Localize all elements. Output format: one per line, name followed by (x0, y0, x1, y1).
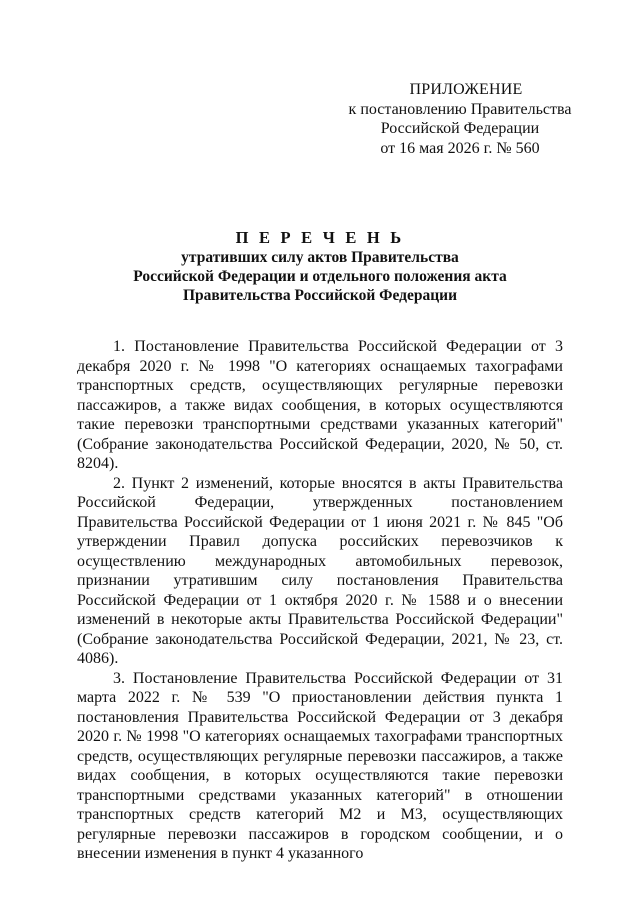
document-subtitle (60, 248, 580, 305)
appendix-line-1: к постановлению Правительства (348, 100, 572, 118)
list-item-3: 3. Постановление Правительства Российской Федерации от 31 марта 2022 г. № 539 "О приостановлении действия пункта 1 постановления Правительства Российской Федерации от 3 декабря 2020 г. № 1998 "О категориях оснащаемых тахографами транспортных средств, осуществляющих регулярные перевозки пассажиров, а также видах сообщения, в которых осуществляются такие перевозки транспортными средствами указанных категорий" в отношении транспортных средств категорий М2 и М3, осуществляющих регулярные перевозки пассажиров в городском сообщении, и о внесении изменения в пункт 4 указанного (77, 669, 563, 862)
subtitle-line-1: утративших силу актов Правительства (181, 249, 459, 266)
document-title: П Е Р Е Ч Е Н Ь (235, 228, 405, 247)
appendix-title: ПРИЛОЖЕНИЕ (409, 81, 523, 98)
subtitle-line-2: Российской Федерации и отдельного положения акта (133, 268, 507, 285)
appendix-line-3: от 16 мая 2026 г. № 560 (380, 139, 540, 157)
subtitle-line-3: Правительства Российской Федерации (182, 287, 458, 304)
appendix-block (330, 80, 590, 158)
appendix-line-2: Российской Федерации (380, 120, 540, 137)
list-item-1: 1. Постановление Правительства Российской Федерации от 3 декабря 2020 г. № 1998 "О категориях оснащаемых тахографами транспортных средств, осуществляющих регулярные перевозки пассажиров, а также видах сообщения, в которых осуществляются такие перевозки транспортными средствами указанных категорий" (Собрание законодательства Российской Федерации, 2020, № 50, ст. 8204). (77, 338, 563, 472)
list-body (77, 337, 563, 864)
list-item-2: 2. Пункт 2 изменений, которые вносятся в акты Правительства Российской Федерации, утвержденных постановлением Правительства Российской Федерации от 1 июня 2021 г. № 845 "Об утверждении Правил допуска российских перевозчиков к осуществлению международных автомобильных перевозок, признании утратившим силу постановления Правительства Российской Федерации от 1 октября 2020 г. № 1588 и о внесении изменений в некоторые акты Правительства Российской Федерации" (Собрание законодательства Российской Федерации, 2021, № 23, ст. 4086). (77, 474, 563, 667)
